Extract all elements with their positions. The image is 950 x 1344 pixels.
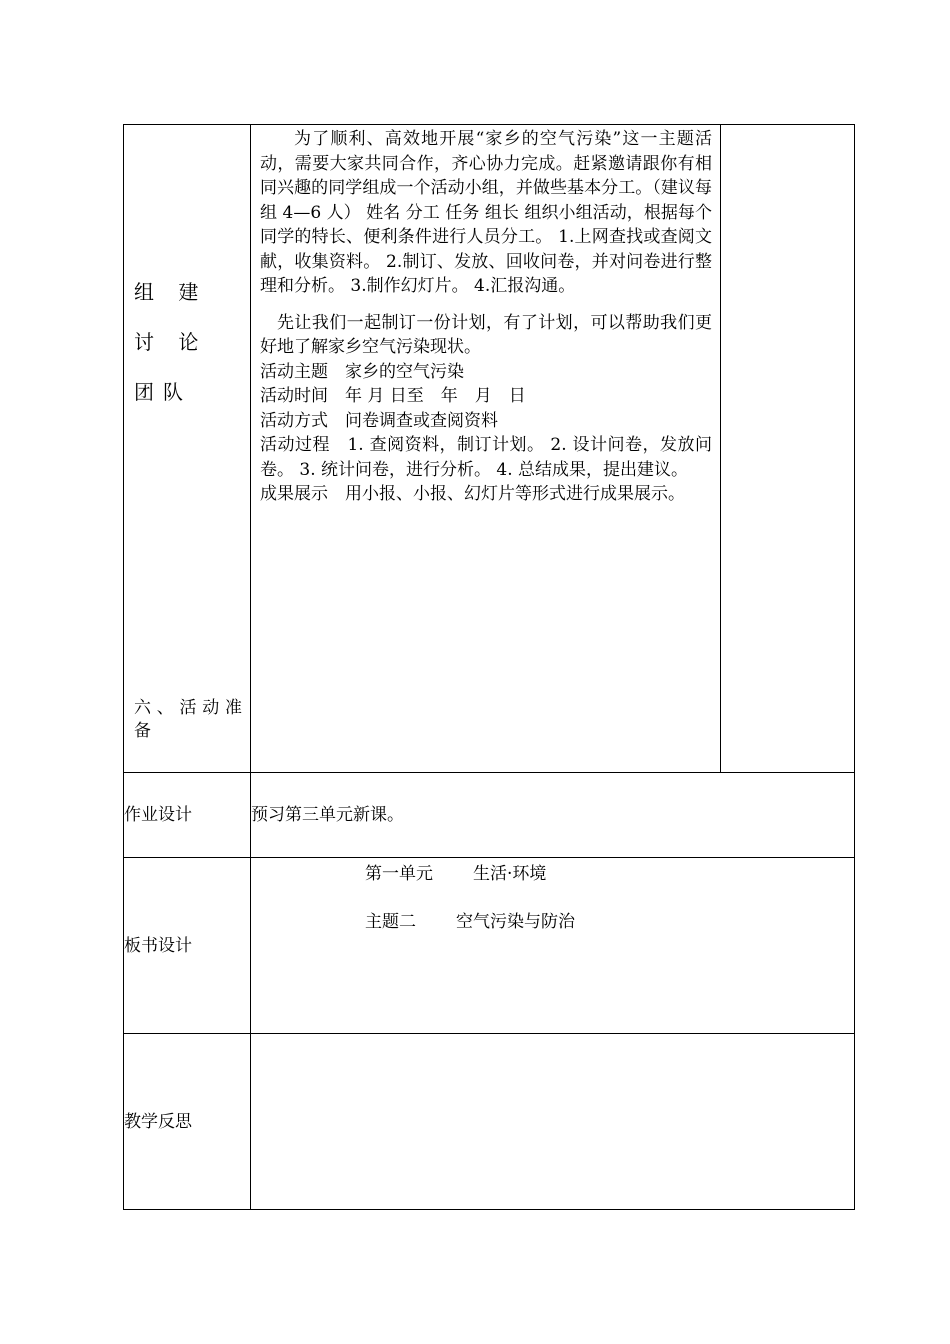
plan-result: 成果展示 用小报、小报、幻灯片等形式进行成果展示。	[260, 484, 685, 504]
activity-prep-content-cell	[251, 125, 721, 773]
board-unit: 第一单元	[365, 864, 433, 884]
board-theme-line	[365, 910, 575, 935]
board-theme-title: 空气污染与防治	[456, 912, 575, 932]
activity-prep-note-cell	[721, 125, 855, 773]
team-label-line1: 组 建 讨 论	[134, 280, 208, 354]
plan-time: 活动时间 年 月 日至 年 月 日	[260, 386, 526, 406]
reflection-content	[251, 1034, 855, 1210]
plan-method: 活动方式 问卷调查或查阅资料	[260, 410, 498, 431]
plan-topic: 活动主题 家乡的空气污染	[260, 361, 464, 382]
activity-prep-label-cell	[124, 125, 251, 773]
board-row	[124, 858, 855, 1034]
activity-prep-row	[124, 125, 855, 773]
board-unit-line	[365, 862, 546, 887]
board-unit-title: 生活·环境	[473, 864, 547, 884]
activity-prep-label-line1: 六、活动准	[134, 698, 242, 718]
lesson-plan-table	[123, 124, 855, 1210]
team-paragraph: 为了顺利、高效地开展“家乡的空气污染”这一主题活动，需要大家共同合作，齐心协力完成。赶紧邀请跟你有相同兴趣的同学组成一个活动小组，并做些基本分工。（建议每组 4—6 人） 姓名 分工 任务 组长 组织小组活动，根据每个同学的特长、便利条件进行人员分工。 1.上网查找或查阅文献，收集资料。 2.制订、发放、回收问卷，并对问卷进行整理和分析。 3.制作幻灯片。 4.汇报沟通。	[260, 129, 712, 296]
reflection-row	[124, 1034, 855, 1210]
activity-prep-label	[124, 417, 250, 743]
activity-prep-label-line2: 备	[134, 721, 151, 741]
board-content-cell	[251, 858, 855, 1034]
reflection-label: 教学反思	[124, 1034, 251, 1210]
team-label	[124, 125, 250, 417]
homework-label: 作业设计	[124, 773, 251, 858]
team-label-line2: 团队	[134, 380, 192, 404]
board-theme: 主题二	[365, 912, 416, 932]
plan-intro: 先让我们一起制订一份计划，有了计划，可以帮助我们更好地了解家乡空气污染现状。	[260, 312, 712, 357]
homework-content: 预习第三单元新课。	[251, 773, 855, 858]
plan-process: 活动过程 1. 查阅资料，制订计划。 2. 设计问卷，发放问卷。 3. 统计问卷，进行分析。 4. 总结成果，提出建议。	[260, 435, 712, 480]
board-label: 板书设计	[124, 858, 251, 1034]
homework-row	[124, 773, 855, 858]
